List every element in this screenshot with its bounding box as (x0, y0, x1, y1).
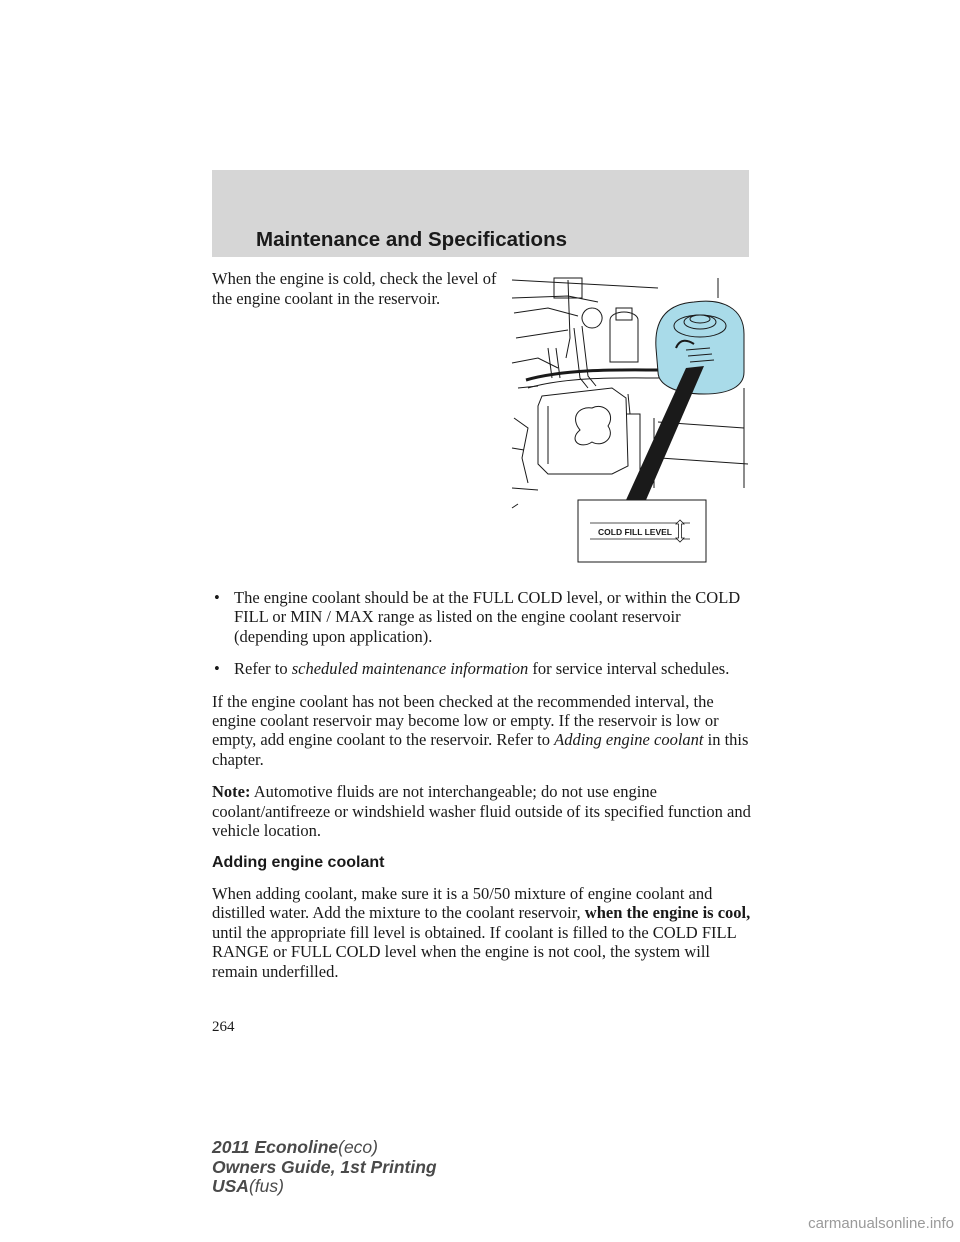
watermark: carmanualsonline.info (808, 1215, 954, 1232)
section-header (212, 170, 749, 257)
document-footer (212, 1138, 437, 1197)
footer-region-code: (fus) (248, 1176, 284, 1196)
section-title: Maintenance and Specifications (256, 228, 567, 251)
engine-bay-drawing (508, 268, 750, 568)
footer-model: 2011 Econoline (212, 1137, 339, 1157)
note-label: Note: (212, 782, 251, 802)
bullet-text: The engine coolant should be at the FULL COLD level, or within the COLD FILL or MIN / MAX range as listed on the engine coolant reservoir (depending upon application). (234, 588, 741, 646)
coolant-reservoir-illustration (508, 268, 750, 568)
paragraph (212, 884, 752, 981)
intro-paragraph: When the engine is cold, check the level of the engine coolant in the reservoir. (212, 269, 497, 308)
main-content (212, 588, 752, 994)
bullet-icon: • (214, 659, 220, 679)
note-paragraph (212, 782, 752, 840)
bullet-icon: • (214, 588, 220, 607)
subheading: Adding engine coolant (212, 854, 385, 872)
footer-model-code: (eco) (338, 1137, 378, 1157)
footer-printing: Owners Guide, 1st Printing (212, 1156, 437, 1177)
bullet-text-suffix: for service interval schedules. (528, 659, 730, 679)
bullet-text-prefix: Refer to (234, 659, 292, 679)
paragraph-text: until the appropriate fill level is obtained. If coolant is filled to the COLD FILL RANGE or FULL COLD level when the engine is not cool, the system will remain underfilled. (212, 922, 737, 981)
cold-fill-level-label: COLD FILL LEVEL (598, 527, 672, 537)
paragraph-text: When adding coolant, make sure it is a 50/50 mixture of engine coolant and distilled water. Add the mixture to the coolant reservoir, (212, 883, 713, 923)
paragraph-italic-ref: Adding engine coolant (554, 730, 704, 750)
list-item (212, 659, 752, 678)
list-item (212, 588, 752, 646)
paragraph-suffix: in this chapter. (212, 730, 749, 769)
note-text: Automotive fluids are not interchangeable; do not use engine coolant/antifreeze or windshield washer fluid outside of its specified function and vehicle location. (212, 782, 751, 841)
page-number: 264 (212, 1019, 235, 1035)
paragraph-bold: when the engine is cool, (584, 903, 751, 923)
bullet-italic-ref: scheduled maintenance information (291, 659, 529, 679)
paragraph (212, 692, 752, 770)
paragraph-text: If the engine coolant has not been checked at the recommended interval, the engine coolant reservoir may become low or empty. If the reservoir is low or empty, add engine coolant to the reservoir. Refer to (212, 691, 719, 750)
footer-region: USA (212, 1176, 249, 1196)
